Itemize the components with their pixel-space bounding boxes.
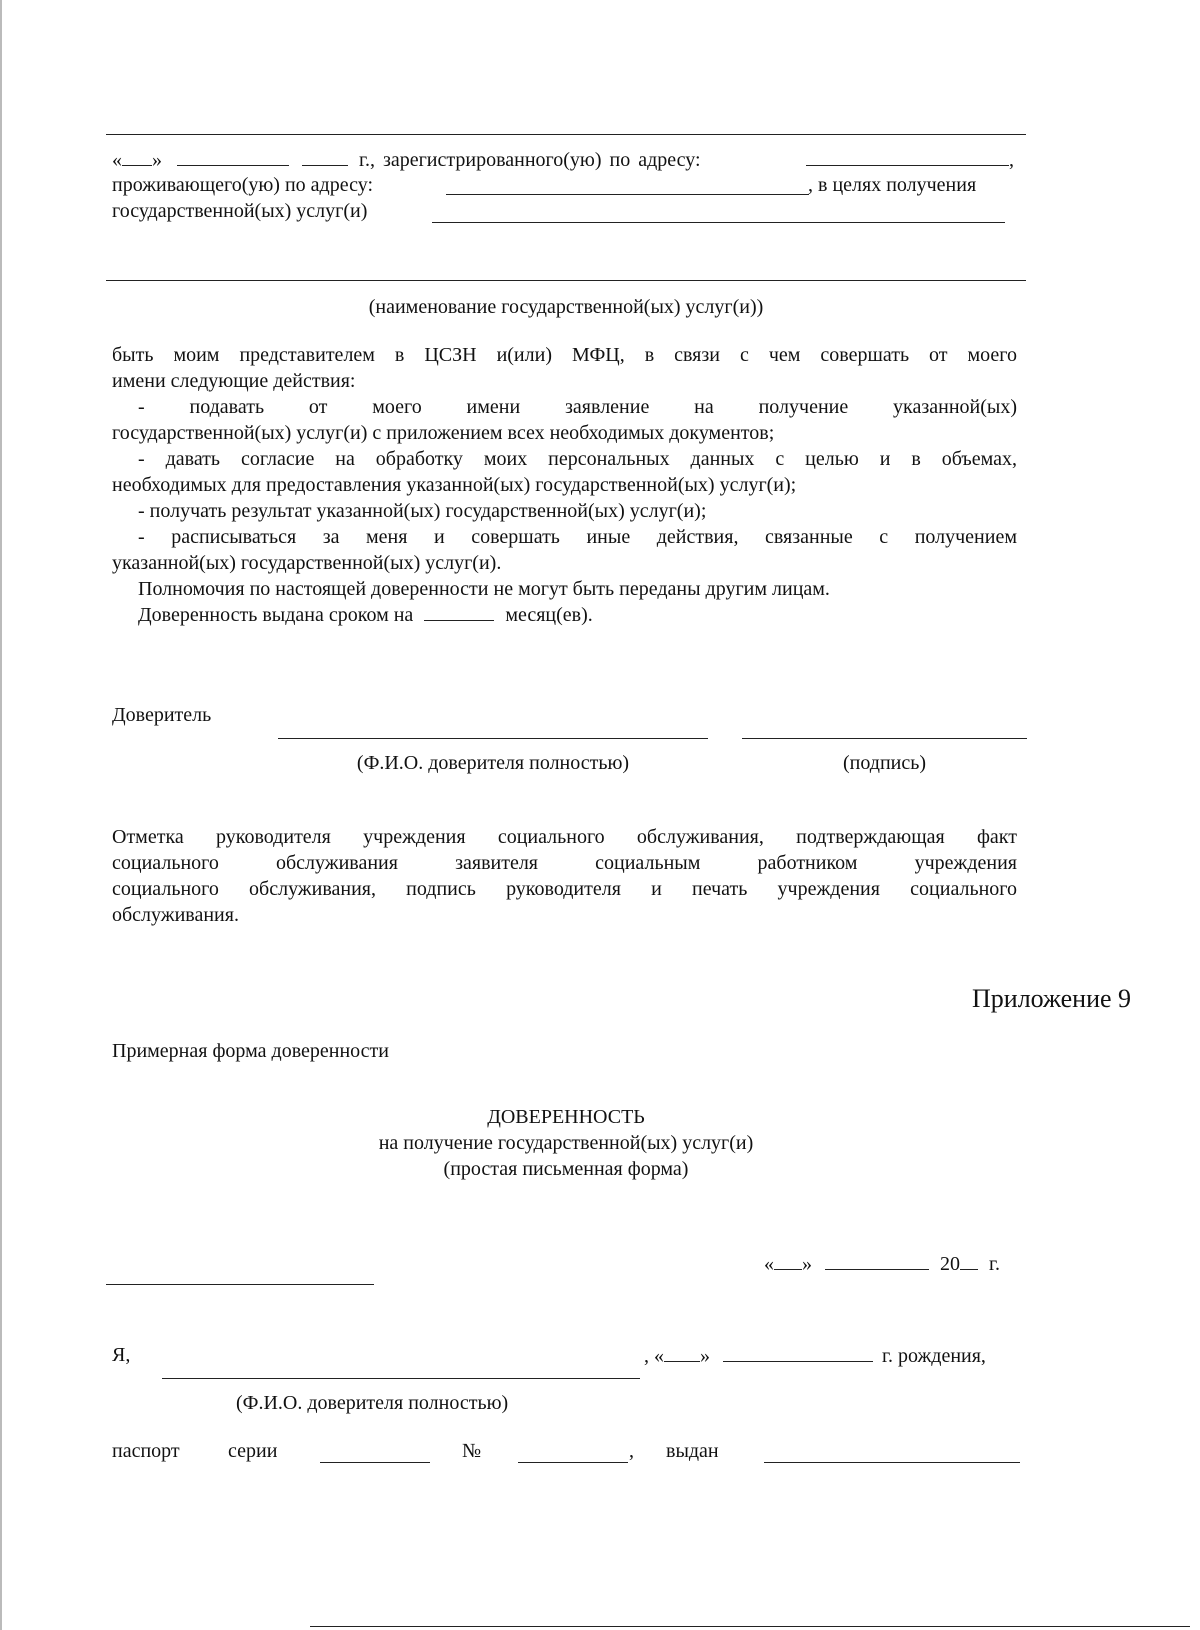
fullname-field[interactable] (162, 1378, 640, 1379)
bottom-rule (310, 1626, 1190, 1627)
date-quote-open: « (764, 1253, 774, 1275)
powers-body (112, 342, 1017, 628)
services-field[interactable] (432, 222, 1005, 223)
date-month-blank[interactable] (825, 1252, 929, 1270)
residence-label: проживающего(ую) по адресу: (112, 174, 374, 196)
date-year-suffix: г. (989, 1253, 1000, 1275)
residence-address-field[interactable] (446, 194, 809, 195)
service-name-line[interactable] (106, 280, 1026, 281)
principal-signature-field[interactable] (742, 738, 1027, 739)
form-line-1 (112, 148, 701, 172)
mark-line-1: Отметка руководителя учреждения социального обслуживания, подтверждающая факт (112, 826, 1017, 848)
item-3: - получать результат указанной(ых) государственной(ых) услуг(и); (138, 500, 707, 522)
item-1-line-1: - подавать от моего имени заявление на получение указанной(ых) (138, 396, 1017, 418)
principal-name-caption: (Ф.И.О. доверителя полностью) (356, 752, 630, 774)
purpose-label: , в целях получения (808, 174, 977, 196)
quote-close: » (152, 149, 162, 171)
passport-label: паспорт (112, 1440, 180, 1462)
birth-quote-open: , « (644, 1345, 664, 1367)
item-2-line-2: необходимых для предоставления указанной(ых) государственной(ых) услуг(и); (112, 474, 797, 496)
powers-not-transferable: Полномочия по настоящей доверенности не могут быть переданы другим лицам. (138, 578, 830, 600)
issued-by-field[interactable] (764, 1462, 1020, 1463)
date-quote-close: » (802, 1253, 812, 1275)
term-prefix: Доверенность выдана сроком на (138, 604, 414, 626)
ya-label: Я, (112, 1344, 131, 1366)
document-form-type: (простая письменная форма) (443, 1158, 689, 1180)
document-title: ДОВЕРЕННОСТЬ (487, 1106, 645, 1128)
mark-line-3: социального обслуживания, подпись руководителя и печать учреждения социального (112, 878, 1017, 900)
item-4-line-2: указанной(ых) государственной(ых) услуг(и). (112, 552, 502, 574)
principal-label: Доверитель (112, 704, 212, 726)
service-name-caption: (наименование государственной(ых) услуг(и)) (368, 296, 764, 318)
number-comma: , (629, 1440, 634, 1462)
item-4-line-1: - расписываться за меня и совершать иные действия, связанные с получением (138, 526, 1017, 548)
birth-quote-close: » (700, 1345, 710, 1367)
services-label: государственной(ых) услуг(и) (112, 200, 368, 222)
top-rule (106, 134, 1026, 135)
year-blank[interactable] (302, 148, 348, 166)
registered-label: г., зарегистрированного(ую) по адресу: (359, 149, 701, 171)
form-line-2 (112, 174, 373, 197)
mark-line-2: социального обслуживания заявителя социальным работником учреждения (112, 852, 1017, 874)
number-field[interactable] (518, 1462, 628, 1463)
line1-comma: , (1009, 149, 1014, 171)
series-label: серии (228, 1440, 278, 1462)
sample-form-label: Примерная форма доверенности (112, 1040, 389, 1062)
scan-edge (0, 0, 2, 1630)
appendix-label: Приложение 9 (972, 984, 1132, 1013)
term-months-blank[interactable] (424, 603, 494, 621)
series-field[interactable] (320, 1462, 430, 1463)
birth-label: г. рождения, (882, 1345, 986, 1367)
month-blank[interactable] (177, 148, 289, 166)
quote-open: « (112, 149, 122, 171)
mark-line-4: обслуживания. (112, 904, 239, 926)
date-day-blank[interactable] (774, 1252, 802, 1270)
date-year-prefix: 20 (940, 1253, 960, 1275)
document-subtitle: на получение государственной(ых) услуг(и) (378, 1132, 754, 1154)
number-label: № (462, 1440, 482, 1462)
intro-line-2: имени следующие действия: (112, 370, 356, 392)
birth-month-blank[interactable] (723, 1344, 873, 1362)
fullname-caption: (Ф.И.О. доверителя полностью) (236, 1392, 509, 1414)
intro-line-1: быть моим представителем в ЦСЗН и(или) МФЦ, в связи с чем совершать от моего (112, 344, 1017, 366)
issued-label: выдан (666, 1440, 719, 1462)
registered-address-field[interactable] (806, 148, 1014, 172)
birth-date (644, 1344, 986, 1368)
item-2-line-1: - давать согласие на обработку моих персональных данных с целью и в объемах, (138, 448, 1017, 470)
supervisor-mark (112, 824, 1017, 928)
item-1-line-2: государственной(ых) услуг(и) с приложением всех необходимых документов; (112, 422, 775, 444)
principal-signature-caption: (подпись) (842, 752, 927, 774)
date-year-blank[interactable] (960, 1252, 978, 1270)
day-blank[interactable] (122, 148, 152, 166)
place-field[interactable] (106, 1284, 374, 1285)
date-line (764, 1252, 1000, 1276)
term-line (112, 602, 1017, 628)
birth-day-blank[interactable] (664, 1344, 700, 1362)
principal-name-field[interactable] (278, 738, 708, 739)
term-suffix: месяц(ев). (505, 604, 593, 626)
